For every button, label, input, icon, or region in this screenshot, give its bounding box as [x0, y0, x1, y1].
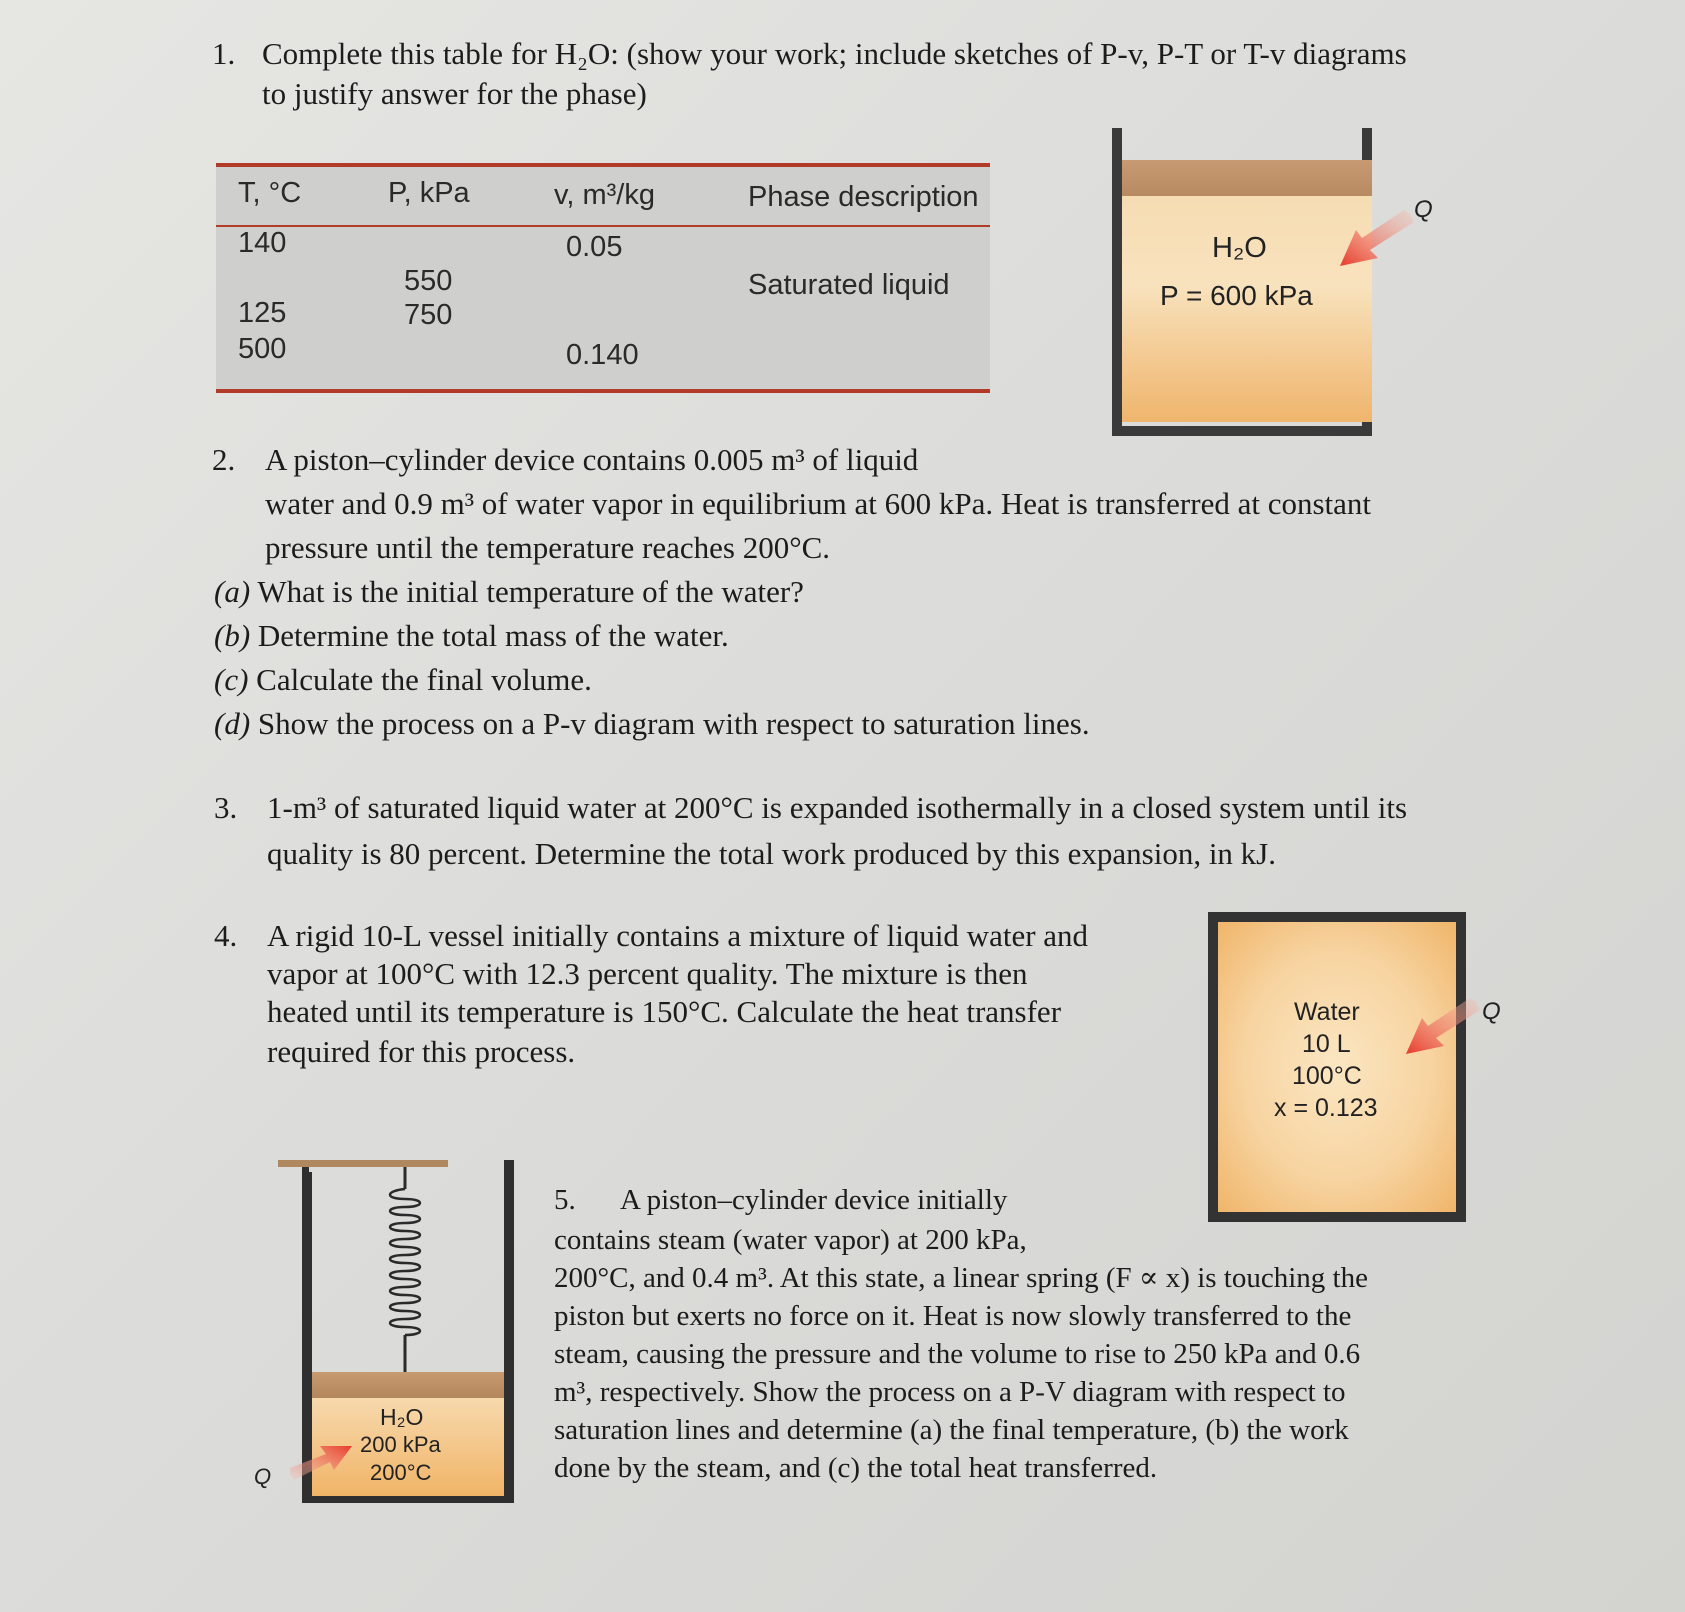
- cylinder-bottom: [1112, 426, 1372, 436]
- q2-part-d-text: Show the process on a P-v diagram with respect to saturation lines.: [257, 706, 1090, 741]
- q1-number: 1.: [212, 36, 236, 71]
- diagram4-temperature-label: 100°C: [1292, 1062, 1362, 1090]
- q2-part-b-label: (b): [214, 618, 251, 653]
- diagram5-heat-label: Q: [254, 1464, 272, 1489]
- q2-part-c-text: Calculate the final volume.: [256, 662, 592, 697]
- table-cell-v-row1: 0.05: [566, 231, 623, 263]
- diagram4-volume-label: 10 L: [1302, 1030, 1351, 1058]
- table-cell-p-row3: 750: [404, 299, 453, 331]
- q3-line2: quality is 80 percent. Determine the total work produced by this expansion, in kJ.: [267, 836, 1276, 871]
- q5-number: 5.: [554, 1184, 576, 1216]
- table-cell-t-row3: 125: [238, 297, 287, 329]
- heat-arrow-icon: [1400, 998, 1480, 1060]
- q5-line4: piston but exerts no force on it. Heat is now slowly transferred to the: [554, 1300, 1352, 1332]
- piston: [1122, 160, 1372, 196]
- q2-line1: A piston–cylinder device contains 0.005 m³ of liquid: [265, 442, 919, 477]
- q5-line3: 200°C, and 0.4 m³. At this state, a linear spring (F ∝ x) is touching the: [554, 1262, 1368, 1294]
- diagram1-pressure-label: P = 600 kPa: [1160, 280, 1313, 311]
- q1-line2: to justify answer for the phase): [262, 76, 647, 111]
- q3-number: 3.: [214, 790, 238, 825]
- diagram5-temperature-label: 200°C: [370, 1460, 432, 1485]
- diagram4-quality-label: x = 0.123: [1274, 1094, 1378, 1122]
- header-temperature: T, °C: [238, 177, 302, 209]
- q2-number: 2.: [212, 442, 236, 477]
- header-pressure: P, kPa: [388, 177, 470, 209]
- cylinder-left-wall: [1112, 128, 1122, 436]
- q3-line1: 1-m³ of saturated liquid water at 200°C is expanded isothermally in a closed system until its: [267, 790, 1408, 825]
- heat-arrow-icon: [290, 1440, 370, 1480]
- header-specific-volume: v, m³/kg: [554, 179, 655, 211]
- diagram5-pressure-label: 200 kPa: [360, 1432, 441, 1457]
- q4-line1: A rigid 10-L vessel initially contains a mixture of liquid water and: [267, 918, 1089, 953]
- piston: [312, 1372, 504, 1398]
- q5-line1: A piston–cylinder device initially: [620, 1184, 1008, 1216]
- table-header: [216, 167, 990, 227]
- q2-line3: pressure until the temperature reaches 200°C.: [265, 530, 831, 565]
- q1-line1: Complete this table for H₂O: (show your work; include sketches of P-v, P-T or T-v diagrams: [262, 36, 1407, 71]
- cylinder-right-wall: [504, 1160, 514, 1502]
- q5-line7: saturation lines and determine (a) the final temperature, (b) the work: [554, 1414, 1349, 1446]
- q2-line2: water and 0.9 m³ of water vapor in equilibrium at 600 kPa. Heat is transferred at constant: [265, 486, 1372, 521]
- q4-line3: heated until its temperature is 150°C. Calculate the heat transfer: [267, 994, 1062, 1029]
- q4-line2: vapor at 100°C with 12.3 percent quality. The mixture is then: [267, 956, 1028, 991]
- support-beam: [278, 1160, 448, 1167]
- table-cell-t-row1: 140: [238, 227, 287, 259]
- diagram4-water-label: Water: [1294, 998, 1360, 1026]
- table-cell-v-row4: 0.140: [566, 339, 639, 371]
- q2-part-b-text: Determine the total mass of the water.: [257, 618, 729, 653]
- q5-line8: done by the steam, and (c) the total heat transferred.: [554, 1452, 1158, 1484]
- diagram1-heat-label: Q: [1414, 196, 1433, 223]
- heat-arrow-icon: [1334, 210, 1414, 272]
- q4-number: 4.: [214, 918, 238, 953]
- q2-part-d: [214, 704, 1090, 743]
- q2-part-a-text: What is the initial temperature of the water?: [257, 574, 804, 609]
- diagram1-substance-label: H₂O: [1212, 232, 1267, 264]
- property-table: [216, 163, 990, 393]
- q5-line2: contains steam (water vapor) at 200 kPa,: [554, 1224, 1027, 1256]
- q2-part-d-label: (d): [214, 706, 251, 741]
- q2-part-a: [214, 572, 804, 611]
- table-cell-p-row2: 550: [404, 265, 453, 297]
- table-cell-t-row4: 500: [238, 333, 287, 365]
- table-cell-phase-row2: Saturated liquid: [748, 269, 950, 301]
- q4-line4: required for this process.: [267, 1034, 576, 1069]
- q2-part-b: [214, 616, 729, 655]
- diagram5-substance-label: H₂O: [380, 1404, 424, 1430]
- diagram4-heat-label: Q: [1482, 998, 1501, 1025]
- q2-part-c-label: (c): [214, 662, 249, 697]
- header-phase: Phase description: [748, 181, 979, 213]
- q5-line6: m³, respectively. Show the process on a P-V diagram with respect to: [554, 1376, 1346, 1408]
- spring-icon: [380, 1167, 430, 1373]
- q5-line5: steam, causing the pressure and the volume to rise to 250 kPa and 0.6: [554, 1338, 1361, 1370]
- q2-part-c: [214, 660, 592, 699]
- q2-part-a-label: (a): [214, 574, 251, 609]
